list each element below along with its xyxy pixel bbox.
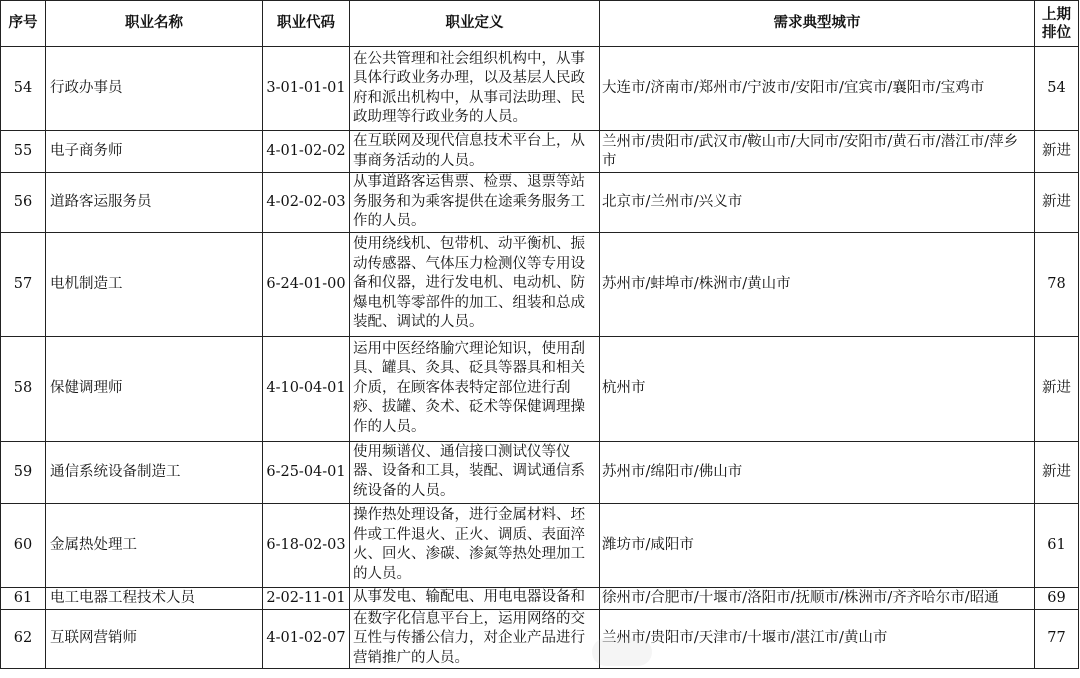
row-definition: 使用频谱仪、通信接口测试仪等仪器、设备和工具，装配、调试通信系统设备的人员。 [350, 441, 600, 503]
row-cities: 兰州市/贵阳市/天津市/十堰市/湛江市/黄山市 [600, 609, 1035, 669]
row-occupation-name: 道路客运服务员 [46, 173, 263, 233]
row-previous-rank: 54 [1035, 47, 1079, 131]
row-occupation-code: 2-02-11-01 [263, 587, 350, 609]
row-definition: 从事道路客运售票、检票、退票等站务服务和为乘客提供在途乘务服务工作的人员。 [350, 173, 600, 233]
row-previous-rank: 新进 [1035, 173, 1079, 233]
row-seq: 61 [1, 587, 46, 609]
row-cities: 潍坊市/咸阳市 [600, 503, 1035, 587]
row-seq: 55 [1, 131, 46, 173]
row-definition: 运用中医经络腧穴理论知识，使用刮具、罐具、灸具、砭具等器具和相关介质，在顾客体表特定部位进行刮痧、拔罐、灸术、砭术等保健调理操作的人员。 [350, 336, 600, 441]
table-row [1, 609, 1079, 669]
row-seq: 57 [1, 232, 46, 336]
row-occupation-code: 4-01-02-07 [263, 609, 350, 669]
row-definition: 在公共管理和社会组织机构中，从事具体行政业务办理，以及基层人民政府和派出机构中，从事司法助理、民政助理等行政业务的人员。 [350, 47, 600, 131]
row-cities: 苏州市/蚌埠市/株洲市/黄山市 [600, 232, 1035, 336]
row-occupation-name: 电机制造工 [46, 232, 263, 336]
table-row [1, 587, 1079, 609]
header-seq: 序号 [1, 1, 46, 47]
row-definition: 使用绕线机、包带机、动平衡机、振动传感器、气体压力检测仪等专用设备和仪器，进行发电机、电动机、防爆电机等零部件的加工、组装和总成装配、调试的人员。 [350, 232, 600, 336]
row-occupation-name: 保健调理师 [46, 336, 263, 441]
row-cities: 北京市/兰州市/兴义市 [600, 173, 1035, 233]
row-cities: 苏州市/绵阳市/佛山市 [600, 441, 1035, 503]
row-previous-rank: 78 [1035, 232, 1079, 336]
row-occupation-code: 6-24-01-00 [263, 232, 350, 336]
row-seq: 60 [1, 503, 46, 587]
row-occupation-code: 3-01-01-01 [263, 47, 350, 131]
row-definition: 从事发电、输配电、用电电器设备和 [350, 587, 600, 609]
row-cities: 兰州市/贵阳市/武汉市/鞍山市/大同市/安阳市/黄石市/潜江市/萍乡市 [600, 131, 1035, 173]
table-row [1, 47, 1079, 131]
header-code: 职业代码 [263, 1, 350, 47]
header-row [1, 1, 1079, 47]
row-occupation-name: 电工电器工程技术人员 [46, 587, 263, 609]
header-cities: 需求典型城市 [600, 1, 1035, 47]
row-seq: 56 [1, 173, 46, 233]
table-row [1, 173, 1079, 233]
table-body [1, 47, 1079, 669]
row-occupation-code: 4-10-04-01 [263, 336, 350, 441]
row-previous-rank: 61 [1035, 503, 1079, 587]
table-row [1, 336, 1079, 441]
row-seq: 59 [1, 441, 46, 503]
row-cities: 大连市/济南市/郑州市/宁波市/安阳市/宜宾市/襄阳市/宝鸡市 [600, 47, 1035, 131]
row-occupation-code: 6-25-04-01 [263, 441, 350, 503]
row-occupation-name: 行政办事员 [46, 47, 263, 131]
row-previous-rank: 新进 [1035, 441, 1079, 503]
row-previous-rank: 新进 [1035, 131, 1079, 173]
row-occupation-name: 电子商务师 [46, 131, 263, 173]
table-row [1, 232, 1079, 336]
row-previous-rank: 69 [1035, 587, 1079, 609]
row-occupation-name: 金属热处理工 [46, 503, 263, 587]
watermark [592, 638, 652, 666]
row-seq: 58 [1, 336, 46, 441]
row-occupation-name: 通信系统设备制造工 [46, 441, 263, 503]
row-occupation-code: 6-18-02-03 [263, 503, 350, 587]
row-previous-rank: 77 [1035, 609, 1079, 669]
row-seq: 62 [1, 609, 46, 669]
row-occupation-name: 互联网营销师 [46, 609, 263, 669]
row-occupation-code: 4-02-02-03 [263, 173, 350, 233]
row-previous-rank: 新进 [1035, 336, 1079, 441]
row-definition: 操作热处理设备，进行金属材料、坯件或工件退火、正火、调质、表面淬火、回火、渗碳、渗氮等热处理加工的人员。 [350, 503, 600, 587]
row-cities: 徐州市/合肥市/十堰市/洛阳市/抚顺市/株洲市/齐齐哈尔市/昭通 [600, 587, 1035, 609]
table-row [1, 441, 1079, 503]
table-row [1, 131, 1079, 173]
header-rank: 上期排位 [1035, 1, 1079, 47]
header-name: 职业名称 [46, 1, 263, 47]
row-definition: 在数字化信息平台上，运用网络的交互性与传播公信力，对企业产品进行营销推广的人员。 [350, 609, 600, 669]
row-cities: 杭州市 [600, 336, 1035, 441]
table-row [1, 503, 1079, 587]
row-occupation-code: 4-01-02-02 [263, 131, 350, 173]
row-seq: 54 [1, 47, 46, 131]
row-definition: 在互联网及现代信息技术平台上，从事商务活动的人员。 [350, 131, 600, 173]
header-definition: 职业定义 [350, 1, 600, 47]
